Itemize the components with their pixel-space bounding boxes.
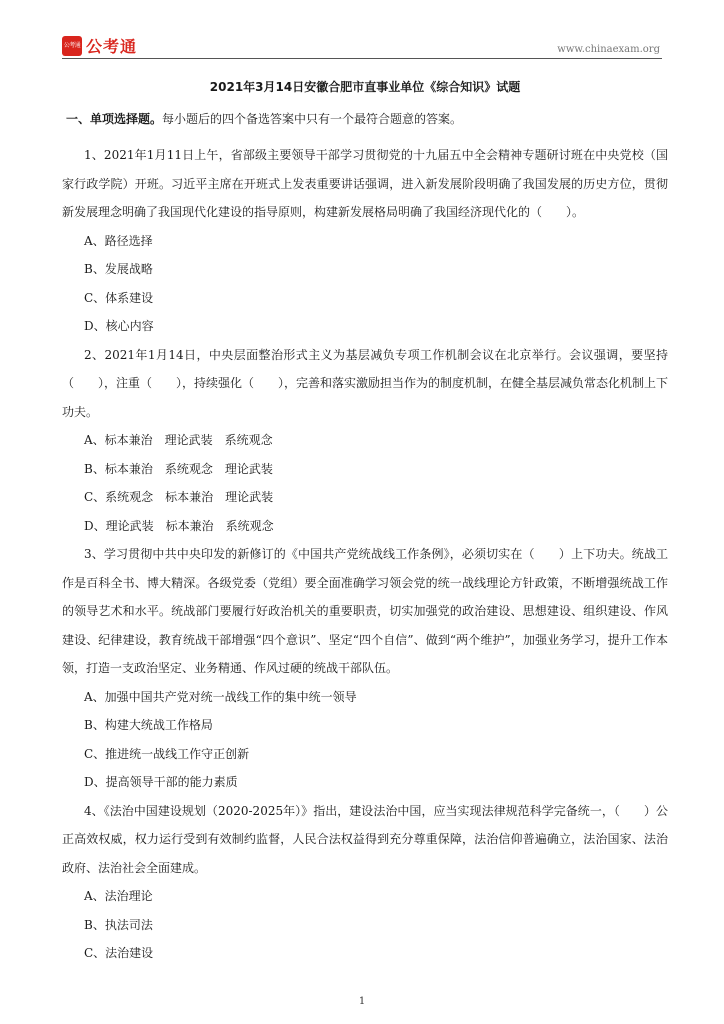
page-header (62, 30, 662, 60)
option-a: A、标本兼治 理论武装 系统观念 (84, 433, 273, 447)
option-a: A、路径选择 (84, 233, 153, 248)
logo-badge-icon: 公考通 (62, 36, 82, 56)
option-c: C、法治建设 (84, 946, 154, 960)
section-instruction-text: 每小题后的四个备选答案中只有一个最符合题意的答案。 (162, 112, 463, 126)
question-text: 3、学习贯彻中共中央印发的新修订的《中国共产党统战线工作条例》，必须切实在（ ）上下功夫。统战工作是百科全书、博大精深。各级党委（党组）要全面准确学习领会党的统一战线理论方针政策，不断增强统战工作的领导艺术和水平。统战部门要履行好政治机关的重要职责，切实加强党的政治建设、思想建设、组织建设、作风建设、纪律建设，教育统战干部增强“四个意识”、坚定“四个自信”、做到“两个维护”，加强业务学习，提升工作本领，打造一支政治坚定、业务精通、作风过硬的统战干部队伍。 (62, 547, 668, 675)
question-text: 1、2021年1月11日上午，省部级主要领导干部学习贯彻党的十九届五中全会精神专题研讨班在中央党校（国家行政学院）开班。习近平主席在开班式上发表重要讲话强调，进入新发展阶段明确了我国发展的历史方位，贯彻新发展理念明确了我国现代化建设的指导原则，构建新发展格局明确了我国经济现代化的（ ）。 (62, 148, 668, 219)
question-3 (62, 540, 668, 797)
option-b: B、发展战略 (84, 262, 153, 276)
document-body (62, 78, 668, 968)
section-heading: 一、单项选择题。 (66, 112, 163, 126)
document-title: 2021年3月14日安徽合肥市直事业单位《综合知识》试题 (209, 80, 521, 94)
question-2 (62, 341, 668, 541)
header-divider (62, 58, 662, 59)
option-a: A、法治理论 (84, 889, 153, 903)
option-d: D、提高领导干部的能力素质 (84, 775, 238, 789)
question-text: 2、2021年1月14日，中央层面整治形式主义为基层减负专项工作机制会议在北京举行。会议强调，要坚持（ ），注重（ ），持续强化（ ），完善和落实激励担当作为的制度机制，在健全基层减负常态化机制上下功夫。 (62, 347, 669, 419)
option-c: C、系统观念 标本兼治 理论武装 (84, 490, 274, 504)
question-4 (62, 797, 668, 968)
logo-text: 公考通 (86, 37, 138, 56)
option-c: C、推进统一战线工作守正创新 (84, 746, 250, 761)
section-instruction (62, 109, 668, 129)
option-a: A、加强中国共产党对统一战线工作的集中统一领导 (84, 689, 357, 704)
option-c: C、体系建设 (84, 290, 154, 305)
option-b: B、执法司法 (84, 917, 153, 932)
question-text: 4、《法治中国建设规划（2020-2025年）》指出，建设法治中国，应当实现法律规范科学完备统一，（ ）公正高效权威，权力运行受到有效制约监督，人民合法权益得到充分尊重保障，法治信仰普遍确立，法治国家、法治政府、法治社会全面建成。 (62, 803, 668, 875)
option-b: B、标本兼治 系统观念 理论武装 (84, 461, 273, 476)
option-d: D、核心内容 (84, 319, 154, 333)
question-1 (62, 141, 668, 341)
page-number: 1 (358, 996, 366, 1007)
logo[interactable] (62, 34, 137, 57)
option-b: B、构建大统战工作格局 (84, 718, 213, 732)
option-d: D、理论武装 标本兼治 系统观念 (84, 518, 274, 533)
site-url[interactable]: www.chinaexam.org (557, 44, 660, 55)
